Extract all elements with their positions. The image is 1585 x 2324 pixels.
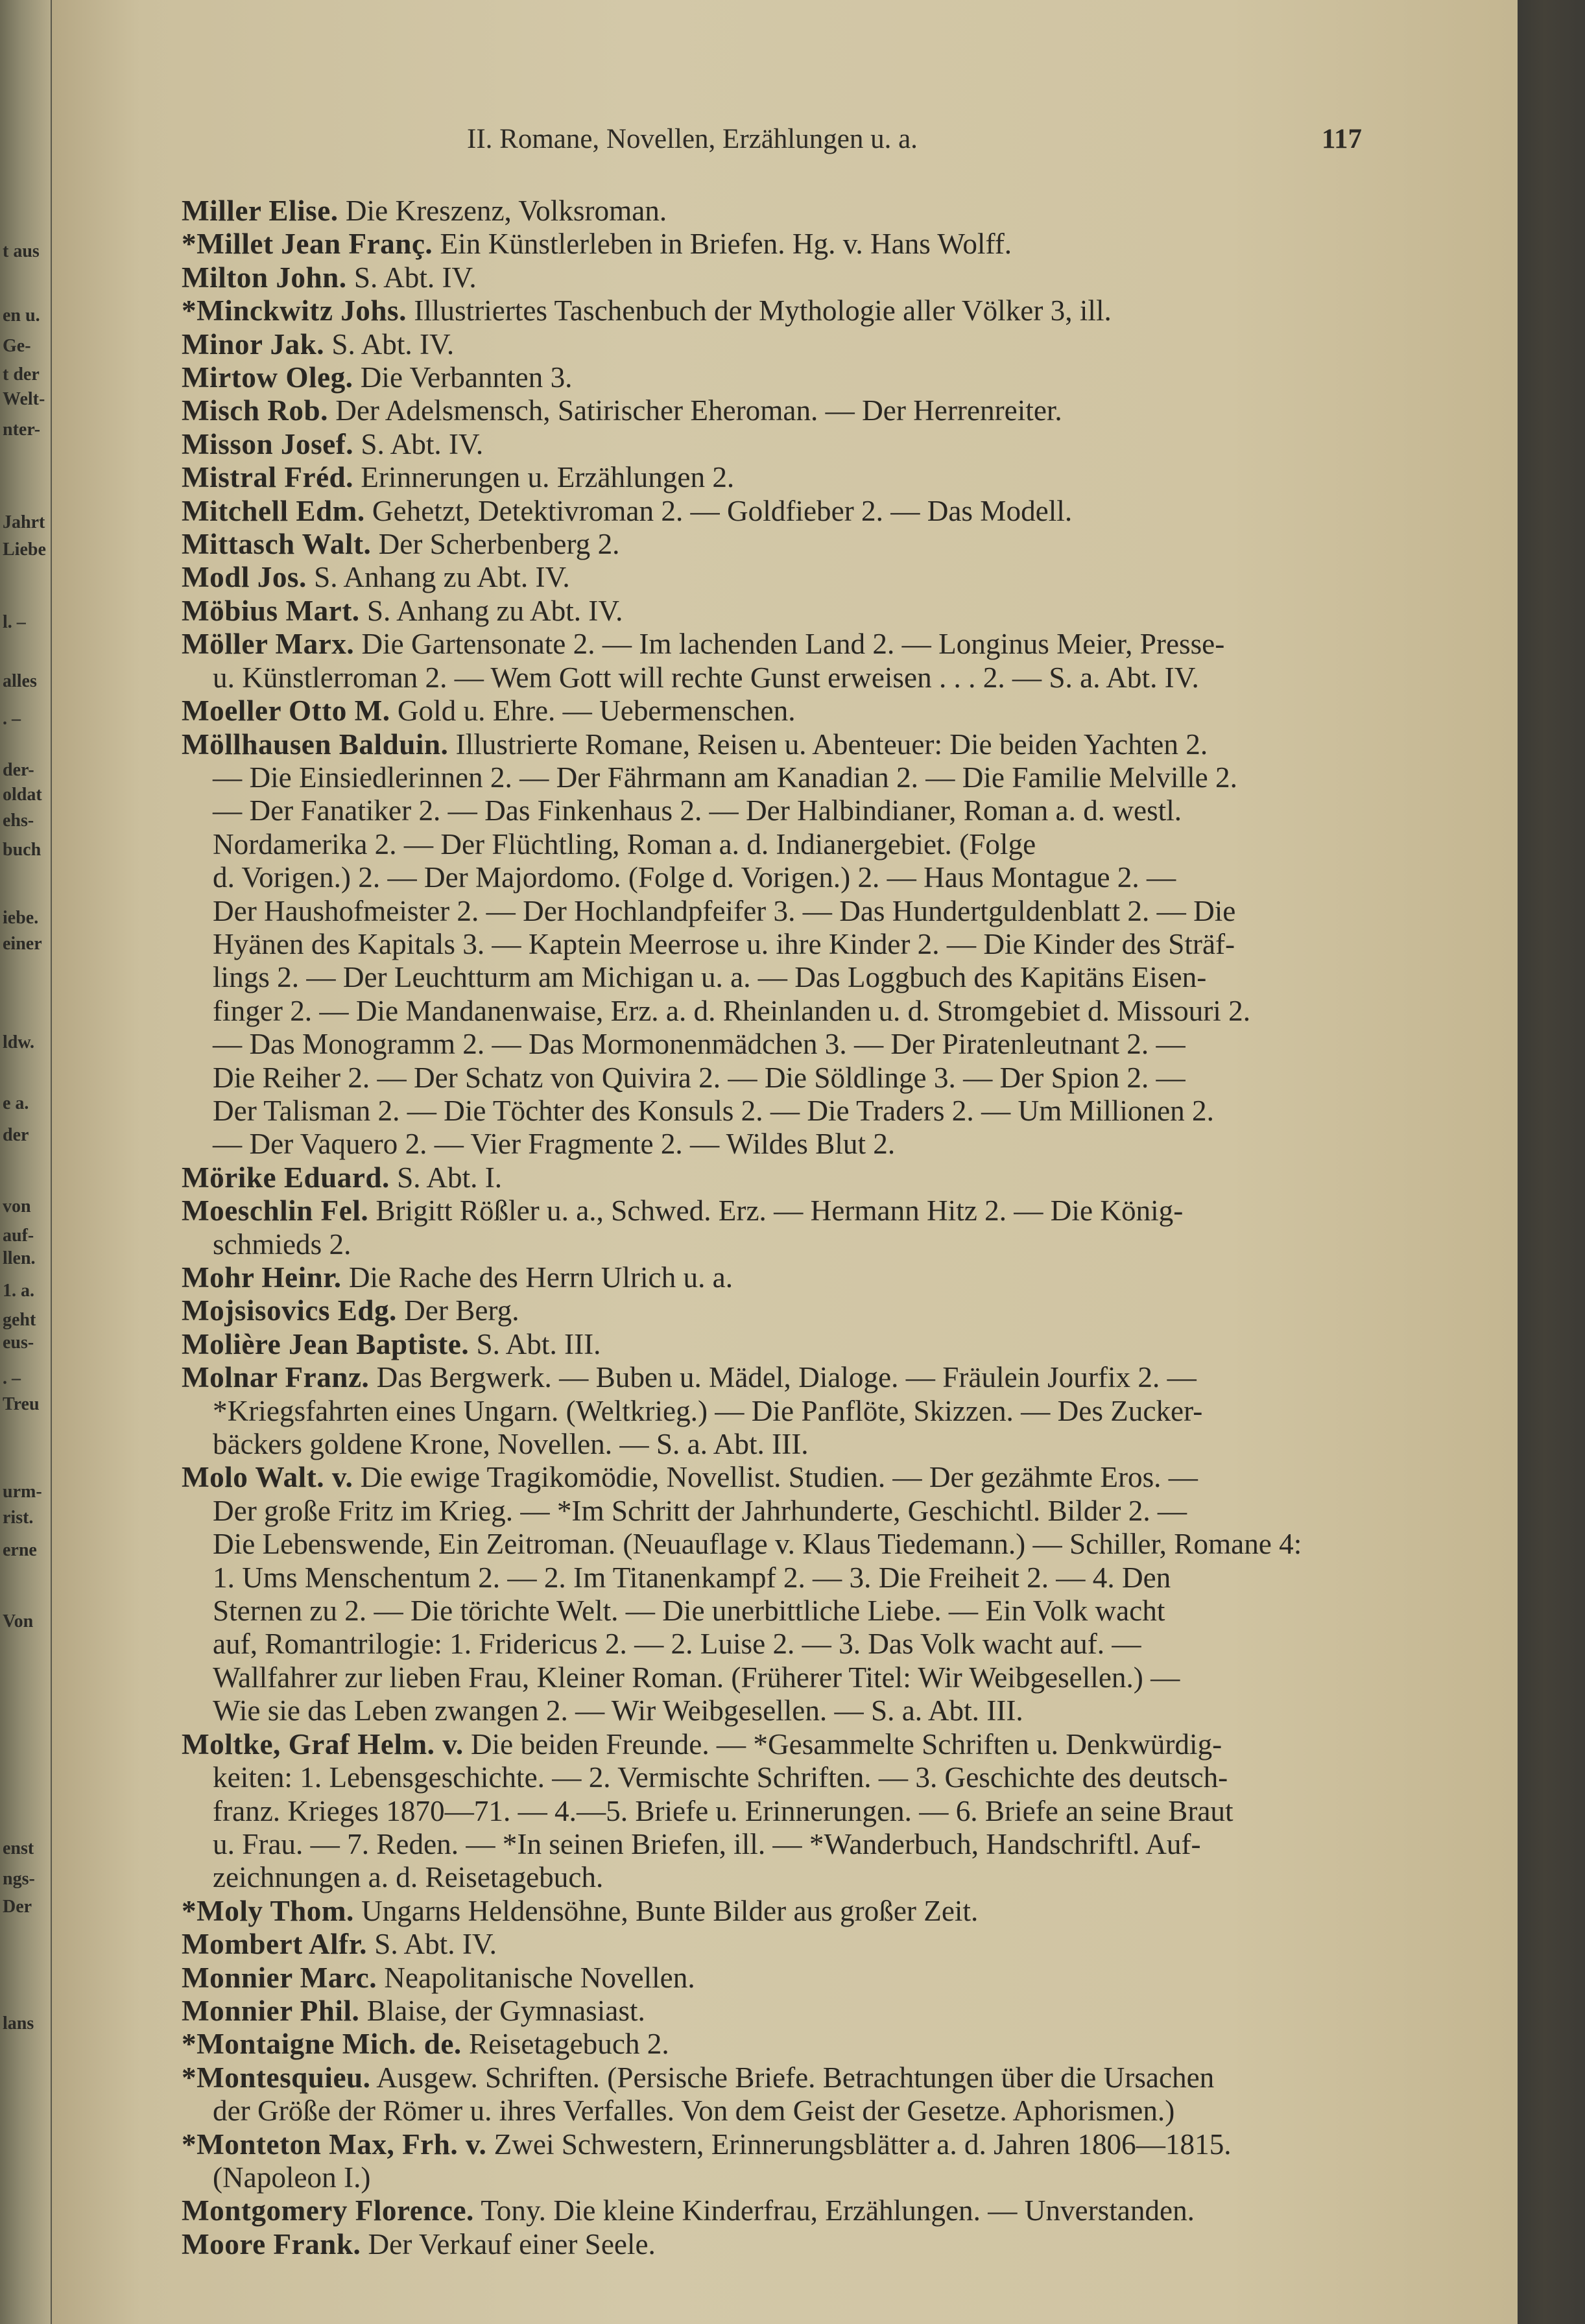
left-page-fragment: Welt-: [3, 389, 45, 409]
author-name: Mittasch Walt.: [182, 528, 372, 561]
entry-continuation: u. Künstlerroman 2. — Wem Gott will rechte Gunst erweisen . . . 2. — S. a. Abt. IV.: [213, 661, 1199, 694]
entry-text: S. Abt. III.: [476, 1327, 601, 1360]
left-page-fragment: llen.: [3, 1248, 36, 1268]
entry-text: S. Anhang zu Abt. IV.: [314, 561, 570, 594]
entry-text: Die Gartensonate 2. — Im lachenden Land 2. — Longinus Meier, Presse-: [361, 628, 1225, 661]
index-entry: [182, 1361, 1401, 1461]
author-name: Miller Elise.: [182, 195, 339, 227]
author-name: *Minckwitz Johs.: [182, 294, 407, 327]
left-page-fragment: iebe.: [3, 908, 39, 928]
index-entry: [182, 2228, 1401, 2261]
author-name: Monnier Phil.: [182, 1994, 360, 2027]
author-name: Misson Josef.: [182, 427, 354, 460]
entry-continuation: schmieds 2.: [213, 1227, 352, 1261]
left-page-fragment: alles: [3, 671, 37, 691]
page-number: 117: [1321, 124, 1362, 154]
left-page-fragment: nter-: [3, 420, 41, 440]
author-name: Molo Walt. v.: [182, 1461, 353, 1494]
author-name: *Montaigne Mich. de.: [182, 2028, 462, 2061]
index-entry: [182, 1461, 1401, 1727]
index-entry: [182, 228, 1401, 261]
index-entry: [182, 628, 1401, 694]
entry-text: Illustrierte Romane, Reisen u. Abenteuer: Die beiden Yachten 2.: [455, 728, 1208, 761]
author-name: Mohr Heinr.: [182, 1261, 342, 1294]
entry-continuation: Die Reiher 2. — Der Schatz von Quivira 2. — Die Söldlinge 3. — Der Spion 2. —: [213, 1061, 1186, 1094]
entry-continuation: lings 2. — Der Leuchtturm am Michigan u. a. — Das Loggbuch des Kapitäns Eisen-: [213, 961, 1207, 994]
entry-text: Die Verbannten 3.: [360, 361, 573, 394]
entry-text: Die Kreszenz, Volksroman.: [345, 195, 667, 227]
header-title: II. Romane, Novellen, Erzählungen u. a.: [467, 124, 918, 154]
entry-continuation: — Die Einsiedlerinnen 2. — Der Fährmann am Kanadian 2. — Die Familie Melville 2.: [213, 761, 1237, 794]
index-entry: [182, 528, 1401, 561]
index-entry: [182, 428, 1401, 461]
index-entry: [182, 2028, 1401, 2061]
entry-continuation: Nordamerika 2. — Der Flüchtling, Roman a. d. Indianergebiet. (Folge: [213, 827, 1036, 860]
entry-text: Ungarns Heldensöhne, Bunte Bilder aus großer Zeit.: [361, 1894, 979, 1927]
author-name: Mistral Fréd.: [182, 461, 353, 494]
index-entry: [182, 2061, 1401, 2128]
entry-text: S. Abt. IV.: [361, 427, 484, 460]
index-entry: [182, 728, 1401, 1161]
index-entry: [182, 1261, 1401, 1294]
author-name: *Moly Thom.: [182, 1894, 354, 1927]
index-entry: [182, 328, 1401, 361]
left-page-fragment: en u.: [3, 305, 40, 326]
entry-text: Der Verkauf einer Seele.: [368, 2227, 656, 2260]
left-page-fragment: buch: [3, 840, 42, 860]
entry-continuation: — Das Monogramm 2. — Das Mormonenmädchen 3. — Der Piratenleutnant 2. —: [213, 1028, 1186, 1061]
left-page-fragment: t der: [3, 364, 40, 385]
author-name: Moore Frank.: [182, 2227, 361, 2260]
index-entry: [182, 1328, 1401, 1361]
index-entry: [182, 1728, 1401, 1895]
entry-text: S. Anhang zu Abt. IV.: [366, 594, 623, 627]
entry-text: Reisetagebuch 2.: [469, 2028, 669, 2061]
book-page: [52, 0, 1518, 2324]
author-name: Möller Marx.: [182, 628, 355, 661]
index-entry: [182, 1161, 1401, 1194]
author-name: Misch Rob.: [182, 394, 328, 427]
left-page-fragment: auf-: [3, 1226, 34, 1246]
entry-continuation: franz. Krieges 1870—71. — 4.—5. Briefe u. Erinnerungen. — 6. Briefe an seine Braut: [213, 1794, 1233, 1827]
index-entry: [182, 561, 1401, 594]
entry-text: Der Berg.: [404, 1294, 519, 1327]
left-page-fragment: enst: [3, 1838, 34, 1858]
entry-text: Die ewige Tragikomödie, Novellist. Studien. — Der gezähmte Eros. —: [360, 1461, 1198, 1494]
left-page-fragment: ldw.: [3, 1032, 35, 1052]
index-entry: [182, 294, 1401, 327]
entry-text: Tony. Die kleine Kinderfrau, Erzählungen. — Unverstanden.: [481, 2194, 1195, 2227]
left-page-fragment: . –: [3, 709, 21, 729]
index-entry: [182, 1928, 1401, 1961]
entry-text: Brigitt Rößler u. a., Schwed. Erz. — Hermann Hitz 2. — Die König-: [375, 1194, 1184, 1227]
author-name: *Montesquieu.: [182, 2061, 371, 2094]
entry-text: Neapolitanische Novellen.: [384, 1961, 695, 1994]
entry-continuation: — Der Vaquero 2. — Vier Fragmente 2. — Wildes Blut 2.: [213, 1128, 896, 1161]
entry-text: Der Adelsmensch, Satirischer Eheroman. — Der Herrenreiter.: [335, 394, 1062, 427]
left-page-fragment: Von: [3, 1611, 34, 1631]
index-entry: [182, 195, 1401, 228]
entry-continuation: Wie sie das Leben zwangen 2. — Wir Weibgesellen. — S. a. Abt. III.: [213, 1694, 1023, 1727]
author-name: Möbius Mart.: [182, 594, 360, 627]
entry-continuation: (Napoleon I.): [213, 2161, 371, 2194]
left-page-fragment: lans: [3, 2013, 34, 2034]
entry-text: S. Abt. IV.: [353, 261, 477, 294]
author-name: Mombert Alfr.: [182, 1928, 367, 1961]
author-name: Milton John.: [182, 261, 347, 294]
entry-continuation: Der Talisman 2. — Die Töchter des Konsuls 2. — Die Traders 2. — Um Millionen 2.: [213, 1094, 1214, 1127]
index-entry: [182, 461, 1401, 494]
author-name: Minor Jak.: [182, 327, 325, 361]
entry-text: Gold u. Ehre. — Uebermenschen.: [397, 694, 796, 728]
index-entry: [182, 1895, 1401, 1928]
author-name: Moeschlin Fel.: [182, 1194, 369, 1227]
entry-text: Die beiden Freunde. — *Gesammelte Schriften u. Denkwürdig-: [470, 1727, 1222, 1761]
author-name: Molnar Franz.: [182, 1361, 370, 1394]
left-page-fragment: t aus: [3, 241, 40, 261]
index-entry: [182, 1194, 1401, 1261]
left-page-fragment: ngs-: [3, 1869, 35, 1889]
author-name: Mörike Eduard.: [182, 1161, 390, 1194]
entry-continuation: finger 2. — Die Mandanenwaise, Erz. a. d. Rheinlanden u. d. Stromgebiet d. Missouri 2.: [213, 994, 1251, 1027]
author-name: Mitchell Edm.: [182, 494, 365, 527]
left-page-fragment: ehs-: [3, 811, 34, 831]
entry-continuation: — Der Fanatiker 2. — Das Finkenhaus 2. — Der Halbindianer, Roman a. d. westl.: [213, 794, 1182, 827]
left-page-fragment: einer: [3, 934, 42, 954]
entry-continuation: *Kriegsfahrten eines Ungarn. (Weltkrieg.) — Die Panflöte, Skizzen. — Des Zucker-: [213, 1394, 1203, 1427]
left-page-fragment: erne: [3, 1540, 37, 1560]
entry-text: Ein Künstlerleben in Briefen. Hg. v. Hans Wolff.: [440, 228, 1012, 261]
index-entry: [182, 261, 1401, 294]
left-page-fragment: der-: [3, 760, 34, 780]
left-page-fragment: eus-: [3, 1333, 34, 1353]
entry-text: Gehetzt, Detektivroman 2. — Goldfieber 2. — Das Modell.: [372, 494, 1073, 527]
left-page-fragment: Jahrt: [3, 512, 45, 532]
left-page-fragment: oldat: [3, 785, 42, 805]
entry-text: Illustriertes Taschenbuch der Mythologie aller Völker 3, ill.: [414, 294, 1112, 327]
entry-text: S. Abt. IV.: [331, 327, 455, 361]
author-name: Moltke, Graf Helm. v.: [182, 1727, 464, 1761]
author-name: *Monteton Max, Frh. v.: [182, 2128, 487, 2161]
index-entry: [182, 1294, 1401, 1327]
index-entry: [182, 495, 1401, 528]
author-name: Molière Jean Baptiste.: [182, 1327, 470, 1360]
entry-continuation: Die Lebenswende, Ein Zeitroman. (Neuauflage v. Klaus Tiedemann.) — Schiller, Romane 4:: [213, 1528, 1302, 1561]
author-name: Mirtow Oleg.: [182, 361, 353, 394]
author-name: Montgomery Florence.: [182, 2194, 474, 2227]
entry-continuation: u. Frau. — 7. Reden. — *In seinen Briefen, ill. — *Wanderbuch, Handschriftl. Auf-: [213, 1827, 1201, 1860]
entry-continuation: d. Vorigen.) 2. — Der Majordomo. (Folge d. Vorigen.) 2. — Haus Montague 2. —: [213, 861, 1176, 894]
index-entry: [182, 694, 1401, 728]
entry-text: Zwei Schwestern, Erinnerungsblätter a. d. Jahren 1806—1815.: [494, 2128, 1232, 2161]
entry-continuation: Hyänen des Kapitals 3. — Kaptein Meerrose u. ihre Kinder 2. — Die Kinder des Sträf-: [213, 927, 1235, 960]
entry-continuation: keiten: 1. Lebensgeschichte. — 2. Vermischte Schriften. — 3. Geschichte des deutsch-: [213, 1761, 1228, 1794]
entry-continuation: Wallfahrer zur lieben Frau, Kleiner Roman. (Früherer Titel: Wir Weibgesellen.) —: [213, 1661, 1180, 1694]
entry-continuation: bäckers goldene Krone, Novellen. — S. a. Abt. III.: [213, 1428, 809, 1461]
running-header: [467, 123, 1362, 155]
entry-text: Blaise, der Gymnasiast.: [366, 1994, 645, 2027]
left-page-fragment: geht: [3, 1310, 36, 1330]
entry-continuation: 1. Ums Menschentum 2. — 2. Im Titanenkampf 2. — 3. Die Freiheit 2. — 4. Den: [213, 1561, 1171, 1594]
entry-text: S. Abt. I.: [397, 1161, 503, 1194]
author-name: Moeller Otto M.: [182, 694, 390, 728]
index-entry: [182, 1962, 1401, 1995]
left-page-fragment: der: [3, 1125, 29, 1145]
left-page-fragment: urm-: [3, 1482, 42, 1502]
left-page-fragment: von: [3, 1196, 31, 1216]
entry-text: Das Bergwerk. — Buben u. Mädel, Dialoge. — Fräulein Jourfix 2. —: [376, 1361, 1197, 1394]
entry-text: Ausgew. Schriften. (Persische Briefe. Betrachtungen über die Ursachen: [376, 2061, 1215, 2094]
entry-continuation: Sternen zu 2. — Die törichte Welt. — Die unerbittliche Liebe. — Ein Volk wacht: [213, 1595, 1165, 1628]
left-page-fragment: Ge-: [3, 336, 31, 356]
left-page-fragment: rist.: [3, 1508, 34, 1528]
entry-continuation: auf, Romantrilogie: 1. Fridericus 2. — 2. Luise 2. — 3. Das Volk wacht auf. —: [213, 1628, 1141, 1661]
entry-continuation: Der Haushofmeister 2. — Der Hochlandpfeifer 3. — Das Hundertguldenblatt 2. — Die: [213, 894, 1236, 927]
index-entry: [182, 2194, 1401, 2227]
author-name: Mojsisovics Edg.: [182, 1294, 397, 1327]
entry-text: S. Abt. IV.: [374, 1928, 497, 1961]
left-page-fragment: Treu: [3, 1394, 40, 1414]
book-cover-edge: [1518, 0, 1585, 2324]
left-page-fragment: l. –: [3, 612, 26, 632]
entry-text: Die Rache des Herrn Ulrich u. a.: [348, 1261, 733, 1294]
left-page-fragment: 1. a.: [3, 1281, 34, 1301]
entry-text: Erinnerungen u. Erzählungen 2.: [361, 461, 735, 494]
left-page-fragment: e a.: [3, 1093, 29, 1113]
index-entry: [182, 595, 1401, 628]
entry-continuation: Der große Fritz im Krieg. — *Im Schritt der Jahrhunderte, Geschichtl. Bilder 2. —: [213, 1494, 1187, 1527]
entry-text: Der Scherbenberg 2.: [378, 528, 620, 561]
left-page-fragment: Liebe: [3, 540, 46, 560]
adjacent-page-text-fragments: [1, 0, 49, 2324]
index-entry: [182, 1995, 1401, 2028]
author-name: *Millet Jean Franç.: [182, 228, 433, 261]
index-entry: [182, 394, 1401, 427]
entry-continuation: zeichnungen a. d. Reisetagebuch.: [213, 1861, 604, 1894]
author-name: Möllhausen Balduin.: [182, 728, 449, 761]
left-page-fragment: Der: [3, 1897, 32, 1917]
index-entry: [182, 2128, 1401, 2195]
index-entry-list: [182, 195, 1401, 2261]
author-name: Monnier Marc.: [182, 1961, 377, 1994]
left-page-fragment: . –: [3, 1368, 21, 1388]
entry-continuation: der Größe der Römer u. ihres Verfalles. Von dem Geist der Gesetze. Aphorismen.): [213, 2094, 1175, 2128]
author-name: Modl Jos.: [182, 561, 307, 594]
index-entry: [182, 361, 1401, 394]
